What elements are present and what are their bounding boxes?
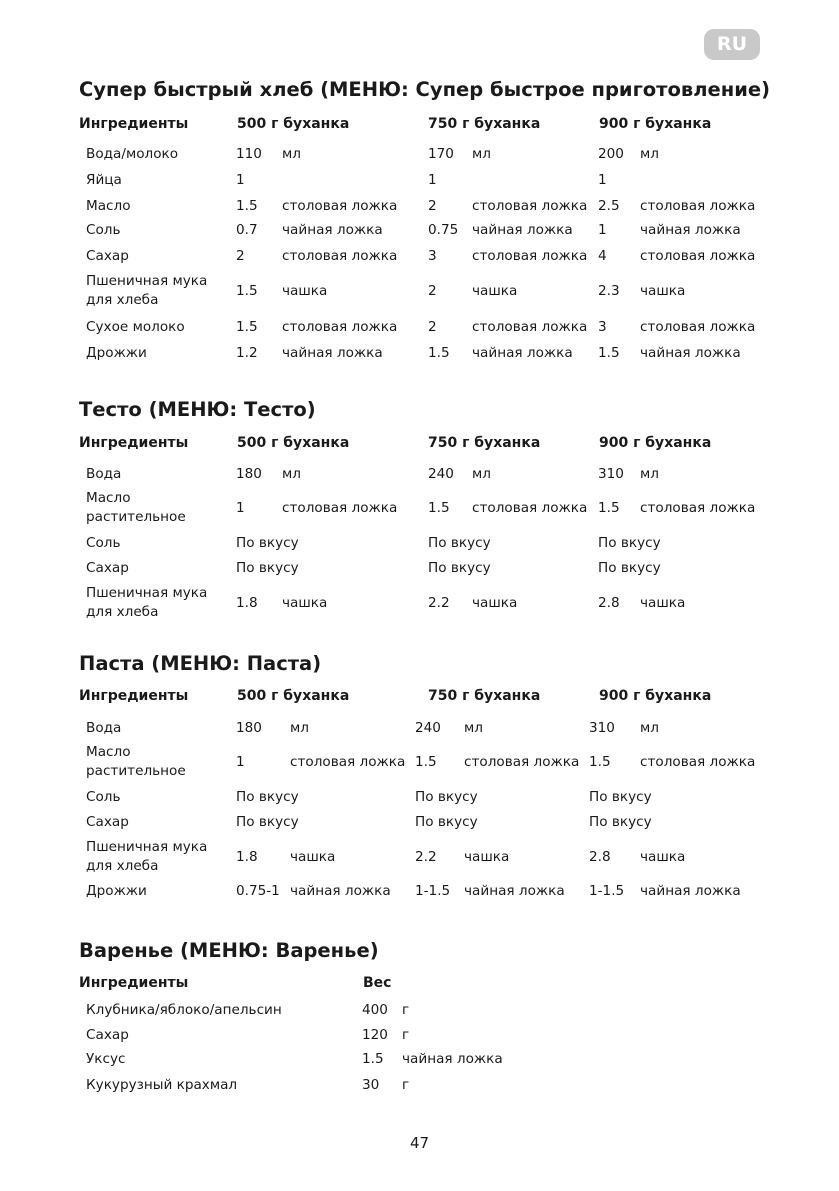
quantity-unit: столовая ложка — [282, 198, 398, 214]
quantity-unit: мл — [472, 146, 491, 162]
ingredient-name: Сухое молоко — [86, 319, 185, 335]
quantity-value: По вкусу — [598, 560, 661, 576]
ingredient-name: Вода — [86, 466, 122, 482]
quantity-value: 1.5 — [428, 500, 450, 516]
quantity-value: По вкусу — [236, 814, 299, 830]
quantity-value: 110 — [236, 146, 262, 162]
ingredient-name: Сахар — [86, 248, 129, 264]
ingredient-name: Пшеничная мука — [86, 585, 208, 601]
quantity-value: По вкусу — [236, 560, 299, 576]
ingredient-name: для хлеба — [86, 604, 159, 620]
quantity-value: 3 — [428, 248, 437, 264]
ingredient-name: Дрожжи — [86, 883, 147, 899]
column-header-ingredients: Ингредиенты — [79, 116, 189, 132]
quantity-value: 2 — [236, 248, 245, 264]
column-header: 500 г буханка — [237, 116, 350, 132]
quantity-unit: столовая ложка — [282, 319, 398, 335]
quantity-unit: чашка — [640, 283, 686, 299]
quantity-value: 400 — [362, 1002, 388, 1018]
ingredient-name: для хлеба — [86, 292, 159, 308]
ingredient-name: Вода/молоко — [86, 146, 179, 162]
quantity-value: 1.5 — [428, 345, 450, 361]
column-header-ingredients: Ингредиенты — [79, 435, 189, 451]
quantity-value: 1 — [428, 172, 437, 188]
quantity-value: 1-1.5 — [589, 883, 625, 899]
quantity-value: По вкусу — [428, 535, 491, 551]
quantity-unit: чайная ложка — [282, 345, 383, 361]
quantity-value: 1 — [598, 222, 607, 238]
quantity-unit: столовая ложка — [282, 500, 398, 516]
quantity-unit: столовая ложка — [640, 754, 756, 770]
language-badge: RU — [704, 29, 760, 60]
ingredient-name: Масло — [86, 198, 131, 214]
ingredient-name: Соль — [86, 535, 121, 551]
ingredient-name: Уксус — [86, 1051, 126, 1067]
ingredient-name: Пшеничная мука — [86, 839, 208, 855]
quantity-value: 1-1.5 — [415, 883, 451, 899]
section-title: Супер быстрый хлеб (МЕНЮ: Супер быстрое приготовление) — [79, 78, 770, 101]
quantity-value: 2.8 — [598, 595, 620, 611]
quantity-value: 0.7 — [236, 222, 258, 238]
quantity-value: 1 — [236, 500, 245, 516]
column-header: 900 г буханка — [599, 116, 712, 132]
quantity-value: По вкусу — [415, 814, 478, 830]
quantity-unit: чашка — [472, 283, 518, 299]
quantity-value: 1.5 — [598, 500, 620, 516]
column-header: 750 г буханка — [428, 116, 541, 132]
quantity-value: 2.5 — [598, 198, 620, 214]
quantity-value: 2 — [428, 283, 437, 299]
quantity-value: 2 — [428, 319, 437, 335]
quantity-value: 180 — [236, 466, 262, 482]
quantity-value: 240 — [415, 720, 441, 736]
quantity-value: 2.8 — [589, 849, 611, 865]
quantity-unit: чашка — [290, 849, 336, 865]
quantity-value: По вкусу — [589, 789, 652, 805]
ingredient-name: Вода — [86, 720, 122, 736]
quantity-value: 1.5 — [236, 198, 258, 214]
quantity-unit: мл — [640, 720, 659, 736]
quantity-unit: столовая ложка — [464, 754, 580, 770]
quantity-unit: чайная ложка — [472, 345, 573, 361]
quantity-value: По вкусу — [415, 789, 478, 805]
quantity-unit: столовая ложка — [640, 198, 756, 214]
column-header: 750 г буханка — [428, 688, 541, 704]
quantity-unit: мл — [640, 146, 659, 162]
quantity-unit: чашка — [640, 595, 686, 611]
quantity-value: По вкусу — [236, 789, 299, 805]
quantity-value: 1.8 — [236, 595, 258, 611]
quantity-value: 1 — [598, 172, 607, 188]
ingredient-name: Сахар — [86, 1027, 129, 1043]
page-number: 47 — [409, 1134, 430, 1152]
quantity-value: 0.75-1 — [236, 883, 280, 899]
quantity-unit: чайная ложка — [640, 883, 741, 899]
quantity-unit: мл — [282, 466, 301, 482]
ingredient-name: Сахар — [86, 560, 129, 576]
ingredient-name: Кукурузный крахмал — [86, 1077, 238, 1093]
quantity-value: 1 — [236, 172, 245, 188]
column-header: 900 г буханка — [599, 688, 712, 704]
ingredient-name: Пшеничная мука — [86, 273, 208, 289]
quantity-value: По вкусу — [589, 814, 652, 830]
quantity-unit: мл — [464, 720, 483, 736]
ingredient-name: Сахар — [86, 814, 129, 830]
quantity-unit: чайная ложка — [282, 222, 383, 238]
quantity-value: 0.75 — [428, 222, 459, 238]
column-header: 500 г буханка — [237, 435, 350, 451]
quantity-value: 2.2 — [415, 849, 437, 865]
quantity-value: 200 — [598, 146, 624, 162]
quantity-unit: столовая ложка — [472, 248, 588, 264]
quantity-value: 1.5 — [362, 1051, 384, 1067]
quantity-value: 1.8 — [236, 849, 258, 865]
quantity-value: 310 — [589, 720, 615, 736]
quantity-unit: мл — [640, 466, 659, 482]
ingredient-name: Масло — [86, 744, 131, 760]
quantity-unit: столовая ложка — [472, 500, 588, 516]
quantity-unit: мл — [290, 720, 309, 736]
quantity-unit: чашка — [640, 849, 686, 865]
quantity-unit: мл — [472, 466, 491, 482]
quantity-value: 3 — [598, 319, 607, 335]
quantity-unit: столовая ложка — [290, 754, 406, 770]
quantity-unit: столовая ложка — [640, 319, 756, 335]
quantity-value: 1.2 — [236, 345, 258, 361]
quantity-unit: столовая ложка — [282, 248, 398, 264]
quantity-value: 1.5 — [415, 754, 437, 770]
quantity-value: 2.3 — [598, 283, 620, 299]
quantity-unit: столовая ложка — [472, 319, 588, 335]
quantity-value: По вкусу — [428, 560, 491, 576]
quantity-unit: мл — [282, 146, 301, 162]
quantity-value: 180 — [236, 720, 262, 736]
quantity-unit: чашка — [282, 595, 328, 611]
quantity-value: 4 — [598, 248, 607, 264]
quantity-unit: чайная ложка — [464, 883, 565, 899]
quantity-value: 1 — [236, 754, 245, 770]
quantity-unit: чашка — [464, 849, 510, 865]
quantity-value: 120 — [362, 1027, 388, 1043]
quantity-unit: чашка — [282, 283, 328, 299]
column-header-ingredients: Ингредиенты — [79, 975, 189, 991]
column-header-ingredients: Ингредиенты — [79, 688, 189, 704]
quantity-unit: г — [402, 1027, 410, 1043]
quantity-unit: чайная ложка — [640, 345, 741, 361]
quantity-value: 1.5 — [598, 345, 620, 361]
section-title: Паста (МЕНЮ: Паста) — [79, 652, 322, 675]
column-header: Вес — [363, 975, 392, 991]
ingredient-name: Масло — [86, 490, 131, 506]
quantity-value: 170 — [428, 146, 454, 162]
ingredient-name: Соль — [86, 222, 121, 238]
quantity-value: 2 — [428, 198, 437, 214]
quantity-value: 240 — [428, 466, 454, 482]
quantity-value: По вкусу — [236, 535, 299, 551]
ingredient-name: для хлеба — [86, 858, 159, 874]
ingredient-name: Клубника/яблоко/апельсин — [86, 1002, 282, 1018]
quantity-unit: г — [402, 1002, 410, 1018]
column-header: 900 г буханка — [599, 435, 712, 451]
quantity-value: 2.2 — [428, 595, 450, 611]
quantity-value: По вкусу — [598, 535, 661, 551]
quantity-value: 1.5 — [236, 283, 258, 299]
quantity-unit: чайная ложка — [290, 883, 391, 899]
quantity-unit: чайная ложка — [402, 1051, 503, 1067]
section-title: Варенье (МЕНЮ: Варенье) — [79, 939, 379, 962]
quantity-value: 30 — [362, 1077, 380, 1093]
ingredient-name: Соль — [86, 789, 121, 805]
quantity-value: 1.5 — [589, 754, 611, 770]
quantity-value: 1.5 — [236, 319, 258, 335]
section-title: Тесто (МЕНЮ: Тесто) — [79, 398, 316, 421]
column-header: 750 г буханка — [428, 435, 541, 451]
ingredient-name: растительное — [86, 763, 186, 779]
quantity-value: 310 — [598, 466, 624, 482]
quantity-unit: столовая ложка — [472, 198, 588, 214]
ingredient-name: Яйца — [86, 172, 122, 188]
quantity-unit: чайная ложка — [472, 222, 573, 238]
ingredient-name: Дрожжи — [86, 345, 147, 361]
quantity-unit: столовая ложка — [640, 500, 756, 516]
ingredient-name: растительное — [86, 509, 186, 525]
quantity-unit: столовая ложка — [640, 248, 756, 264]
quantity-unit: чашка — [472, 595, 518, 611]
quantity-unit: чайная ложка — [640, 222, 741, 238]
column-header: 500 г буханка — [237, 688, 350, 704]
quantity-unit: г — [402, 1077, 410, 1093]
